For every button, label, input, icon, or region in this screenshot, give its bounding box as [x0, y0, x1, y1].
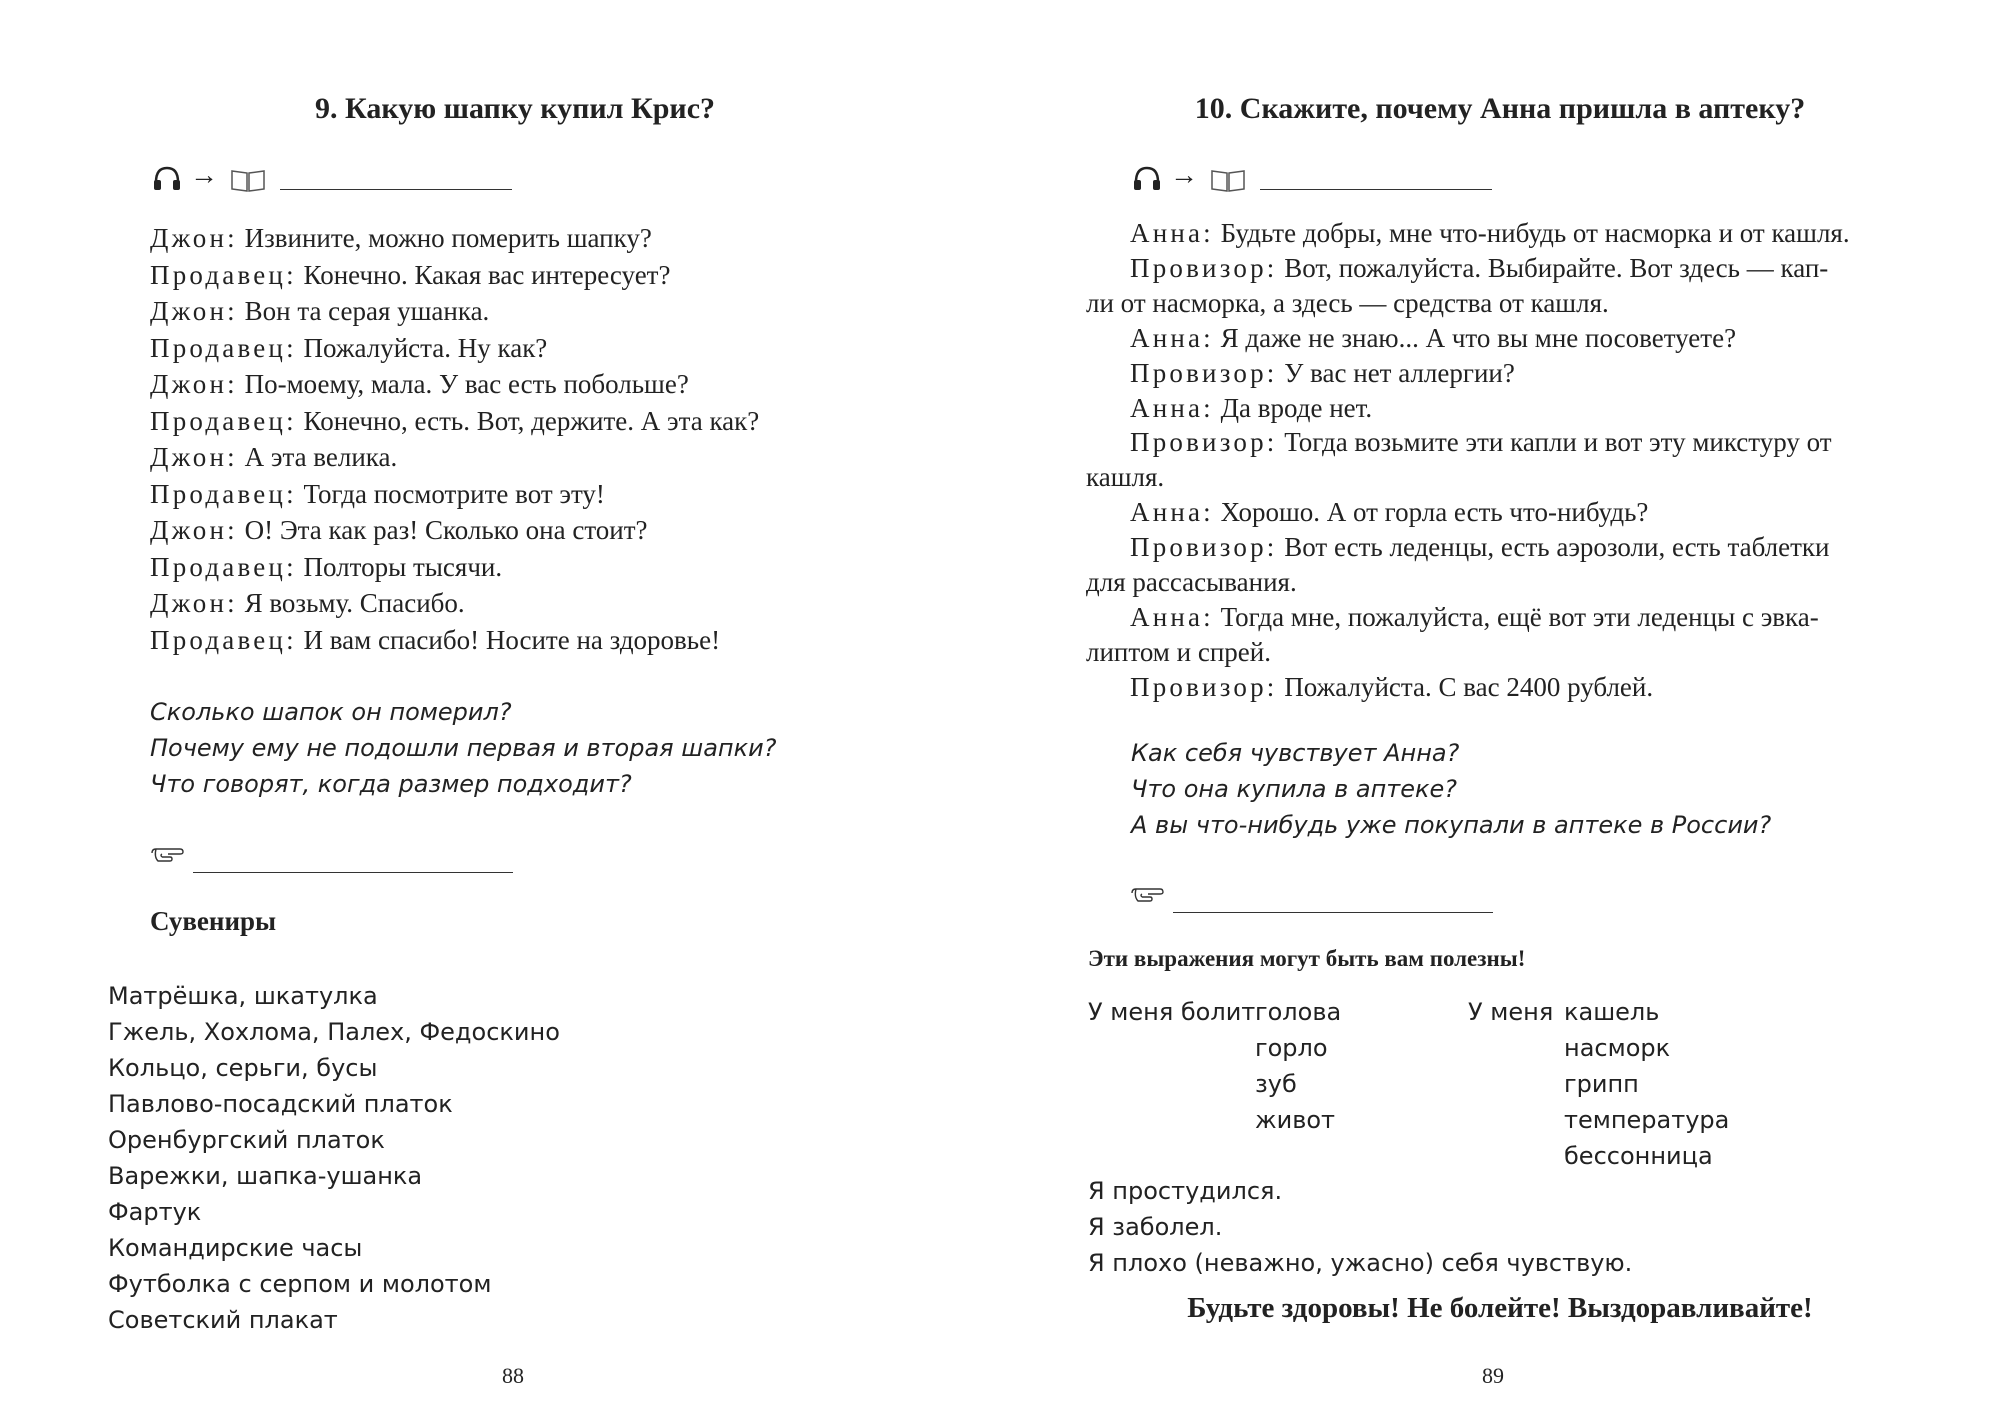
answer-line — [193, 872, 513, 873]
dialogue-line: Продавец: Конечно. Какая вас интересует? — [150, 259, 671, 290]
dialogue-line: Продавец: Конечно, есть. Вот, держите. А эта как? — [150, 405, 760, 436]
arrow-right-icon: → — [190, 160, 218, 191]
question: Почему ему не подошли первая и вторая шапки? — [150, 734, 777, 762]
questions-9 — [150, 694, 776, 802]
dialogue-line: Провизор: Вот, пожалуйста. Выбирайте. Вот здесь — кап- — [1130, 252, 1829, 283]
list-item: Командирские часы — [108, 1234, 363, 1262]
dialogue-line: Джон: По-моему, мала. У вас есть побольше? — [150, 369, 689, 399]
dialogue-line: кашля. — [1086, 462, 1165, 493]
headphones-icon — [152, 164, 182, 192]
question: Что она купила в аптеке? — [1131, 775, 1458, 803]
dialogue-line: Анна: Хорошо. А от горла есть что-нибудь? — [1130, 497, 1649, 528]
dialogue-line: Джон: А эта велика. — [150, 442, 398, 472]
u-menya-list — [1564, 994, 1729, 1174]
page-number: 89 — [1482, 1363, 1504, 1388]
dialogue-line: Анна: Будьте добры, мне что-нибудь от насморка и от кашля. — [1130, 218, 1850, 248]
u-menya-label: У меня — [1468, 998, 1554, 1026]
exercise-10-title: 10. Скажите, почему Анна пришла в аптеку? — [1194, 92, 1806, 125]
phrases-list — [1088, 1173, 1632, 1281]
question: Что говорят, когда размер подходит? — [150, 770, 632, 798]
dialogue-line: Анна: Тогда мне, пожалуйста, ещё вот эти леденцы с эвка- — [1130, 601, 1819, 632]
souvenirs-list — [108, 978, 560, 1338]
dialogue-line: Джон: О! Эта как раз! Сколько она стоит? — [150, 515, 648, 545]
dialogue-line: Продавец: Полторы тысячи. — [150, 551, 503, 582]
souvenirs-heading: Сувениры — [150, 906, 277, 936]
list-item: Я плохо (неважно, ужасно) себя чувствую. — [1088, 1249, 1633, 1277]
list-item: кашель — [1564, 998, 1660, 1026]
closing-wishes: Будьте здоровы! Не болейте! Выздоравливайте! — [1187, 1292, 1813, 1324]
list-item: Гжель, Хохлома, Палех, Федоскино — [108, 1018, 560, 1046]
question: Как себя чувствует Анна? — [1131, 739, 1460, 767]
list-item: Я заболел. — [1088, 1213, 1223, 1241]
list-item: температура — [1564, 1106, 1730, 1134]
headphones-icon — [1132, 164, 1162, 192]
list-item: бессонница — [1564, 1142, 1713, 1170]
dialogue-line: Провизор: Пожалуйста. С вас 2400 рублей. — [1130, 671, 1654, 702]
questions-10 — [1131, 735, 1771, 843]
list-item: Варежки, шапка-ушанка — [108, 1162, 423, 1190]
dialogue-line: липтом и спрей. — [1086, 636, 1271, 667]
dialogue-9 — [150, 220, 759, 658]
list-item: грипп — [1564, 1070, 1639, 1098]
dialogue-line: Джон: Вон та серая ушанка. — [150, 296, 490, 326]
answer-line — [1260, 189, 1492, 190]
list-item: голова — [1255, 998, 1342, 1026]
dialogue-line: Провизор: Вот есть леденцы, есть аэрозоли, есть таблетки — [1130, 532, 1830, 563]
dialogue-line: Продавец: Тогда посмотрите вот эту! — [150, 478, 605, 509]
answer-line — [280, 189, 512, 190]
list-item: горло — [1255, 1034, 1328, 1062]
exercise-9-title: 9. Какую шапку купил Крис? — [314, 92, 716, 125]
dialogue-line: Продавец: Пожалуйста. Ну как? — [150, 332, 548, 363]
list-item: Фартук — [108, 1198, 202, 1226]
question: А вы что-нибудь уже покупали в аптеке в России? — [1131, 811, 1772, 839]
dialogue-line: ли от насморка, а здесь — средства от кашля. — [1086, 287, 1609, 318]
dialogue-line: Джон: Я возьму. Спасибо. — [150, 588, 465, 618]
question: Сколько шапок он померил? — [150, 698, 512, 726]
arrow-right-icon: → — [1170, 160, 1198, 191]
pointing-hand-icon — [150, 845, 184, 867]
boli-label: У меня болит — [1088, 998, 1256, 1026]
answer-line — [1173, 912, 1493, 913]
dialogue-line: Анна: Да вроде нет. — [1130, 392, 1373, 423]
dialogue-line: Анна: Я даже не знаю... А что вы мне посоветуете? — [1130, 322, 1737, 353]
list-item: зуб — [1255, 1070, 1297, 1098]
list-item: Я простудился. — [1088, 1177, 1283, 1205]
useful-expressions-heading: Эти выражения могут быть вам полезны! — [1088, 946, 1526, 971]
list-item: Советский плакат — [108, 1306, 338, 1334]
list-item: Матрёшка, шкатулка — [108, 982, 378, 1010]
dialogue-line: Продавец: И вам спасибо! Носите на здоровье! — [150, 624, 721, 655]
list-item: Павлово-посадский платок — [108, 1090, 453, 1118]
pointing-hand-icon — [1130, 885, 1164, 907]
list-item: Кольцо, серьги, бусы — [108, 1054, 378, 1082]
list-item: Футболка с серпом и молотом — [108, 1270, 492, 1298]
book-icon — [1210, 167, 1246, 193]
book-icon — [230, 167, 266, 193]
dialogue-10 — [1086, 216, 1850, 705]
dialogue-line: Джон: Извините, можно померить шапку? — [150, 223, 652, 253]
dialogue-line: Провизор: У вас нет аллергии? — [1130, 357, 1515, 388]
list-item: насморк — [1564, 1034, 1671, 1062]
page-number: 88 — [502, 1363, 524, 1388]
list-item: Оренбургский платок — [108, 1126, 385, 1154]
right-page — [1000, 0, 2000, 1428]
dialogue-line: Провизор: Тогда возьмите эти капли и вот эту микстуру от — [1130, 427, 1832, 458]
boli-list — [1255, 994, 1341, 1138]
list-item: живот — [1255, 1106, 1336, 1134]
dialogue-line: для рассасывания. — [1086, 567, 1297, 598]
